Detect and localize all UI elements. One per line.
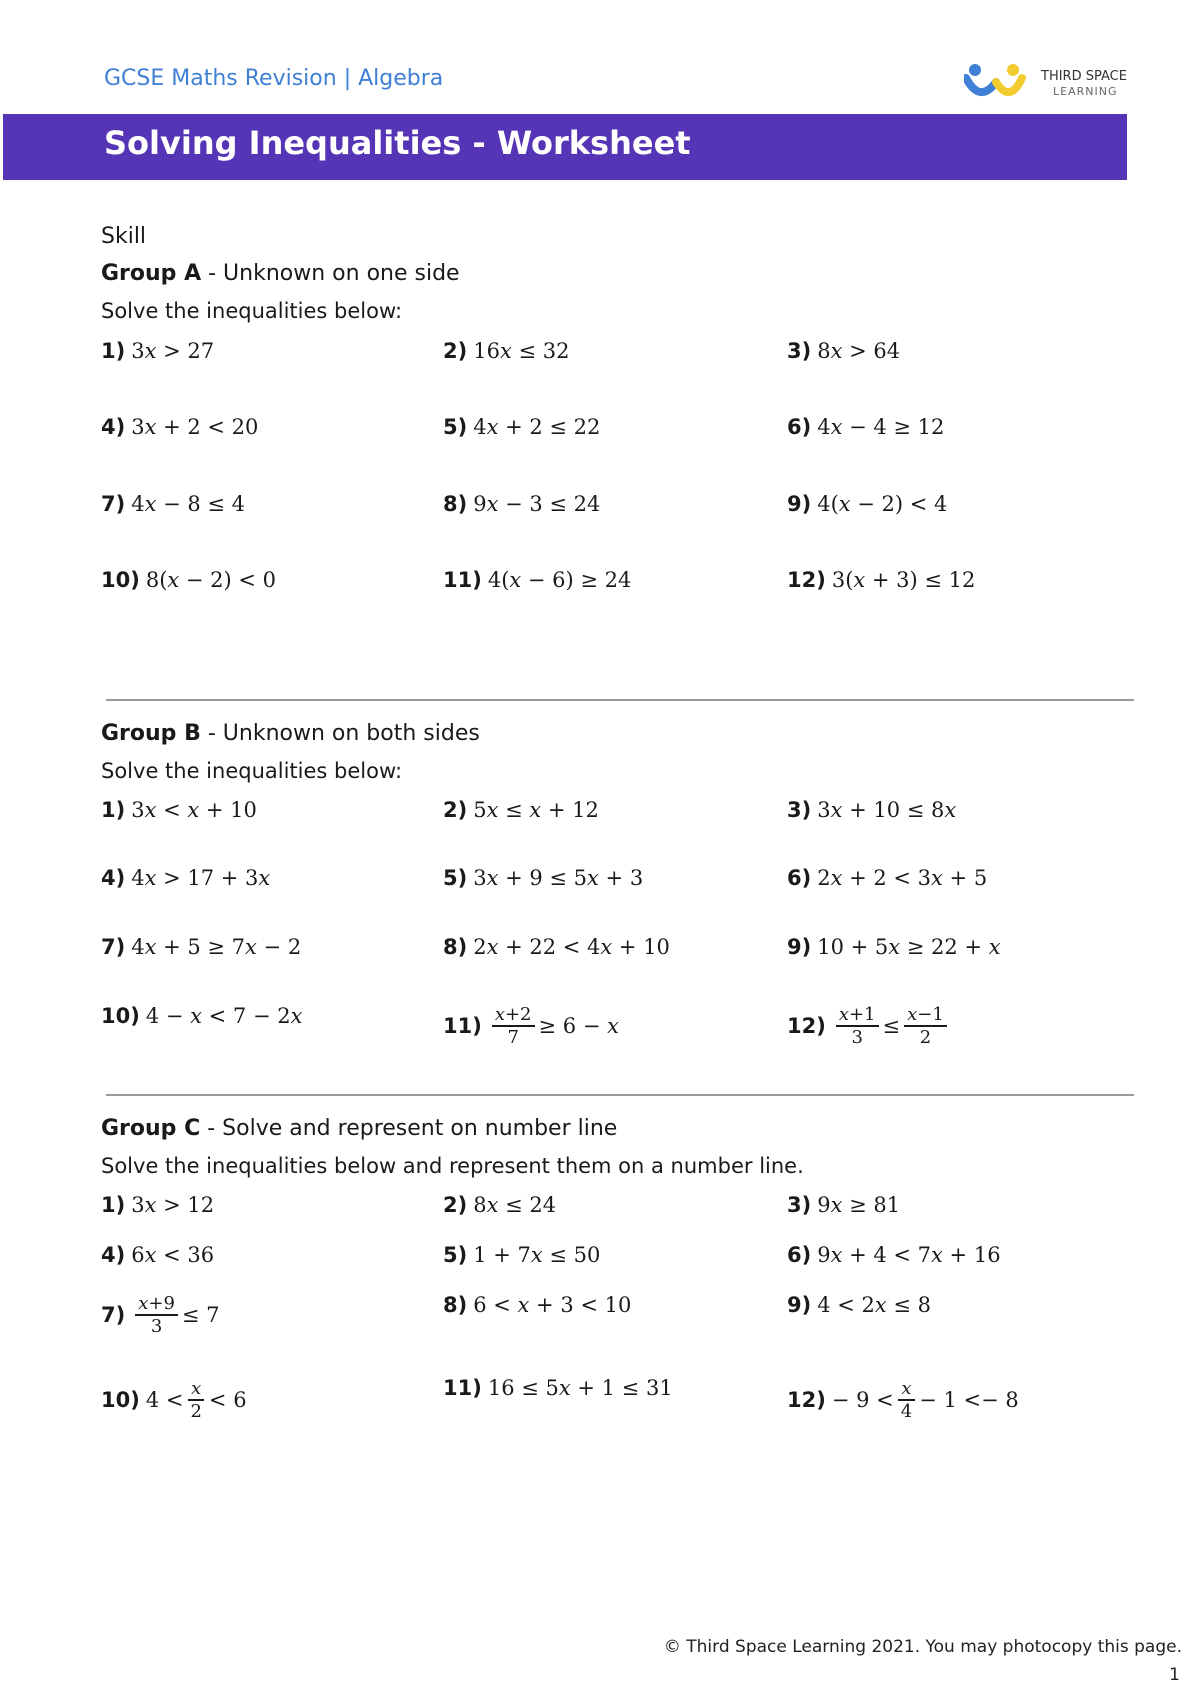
- question-number: 6): [787, 415, 812, 439]
- question-number: 8): [443, 492, 468, 516]
- question-a-7: [101, 492, 245, 516]
- question-number: 8): [443, 935, 468, 959]
- question-b-1: [101, 798, 257, 822]
- question-expression: 6𝑥 < 36: [131, 1243, 215, 1267]
- question-expression: 10 + 5𝑥 ≥ 22 + 𝑥: [817, 935, 1001, 959]
- logo-line-2: LEARNING: [1053, 85, 1118, 98]
- question-b-7: [101, 935, 301, 959]
- group-label: Group C: [101, 1116, 201, 1141]
- question-number: 9): [787, 935, 812, 959]
- question-expression: 3𝑥 + 9 ≤ 5𝑥 + 3: [473, 866, 644, 890]
- fraction: [187, 1378, 204, 1422]
- question-expression: 3𝑥 + 2 < 20: [131, 415, 259, 439]
- question-expression: − 9 <: [831, 1388, 894, 1412]
- question-c-1: [101, 1193, 214, 1217]
- group-a-title: [101, 261, 460, 286]
- question-b-10: [101, 1004, 302, 1028]
- question-b-8: [443, 935, 670, 959]
- question-c-4: [101, 1243, 214, 1267]
- group-a-instruction: Solve the inequalities below:: [101, 299, 403, 323]
- question-c-8: [443, 1293, 631, 1317]
- question-number: 4): [101, 415, 126, 439]
- question-c-3: [787, 1193, 900, 1217]
- question-expression: ≥ 6 − 𝑥: [538, 1014, 619, 1038]
- question-a-12: [787, 568, 975, 592]
- question-number: 2): [443, 1193, 468, 1217]
- question-number: 1): [101, 798, 126, 822]
- question-expression: 8𝑥 ≤ 24: [473, 1193, 557, 1217]
- question-number: 11): [443, 1014, 482, 1038]
- fraction-denominator: 4: [900, 1401, 913, 1422]
- question-b-6: [787, 866, 987, 890]
- question-number: 11): [443, 568, 482, 592]
- fraction-denominator: 2: [919, 1027, 932, 1048]
- question-expression: 8𝑥 > 64: [817, 339, 901, 363]
- question-b-3: [787, 798, 956, 822]
- question-number: 7): [101, 1303, 126, 1327]
- fraction-numerator: 𝑥+9: [135, 1293, 178, 1316]
- section-divider: [106, 699, 1134, 701]
- question-b-12: [787, 1004, 951, 1048]
- question-expression: 4𝑥 − 4 ≥ 12: [817, 415, 945, 439]
- fraction: [898, 1378, 915, 1422]
- question-number: 10): [101, 1004, 140, 1028]
- question-expression: 4𝑥 + 2 ≤ 22: [473, 415, 601, 439]
- fraction-denominator: 2: [190, 1401, 202, 1422]
- question-c-2: [443, 1193, 556, 1217]
- question-c-7: [101, 1293, 220, 1337]
- fraction-numerator: 𝑥+2: [492, 1004, 535, 1027]
- question-c-6: [787, 1243, 1001, 1267]
- question-b-2: [443, 798, 599, 822]
- fraction-numerator: 𝑥: [898, 1378, 914, 1401]
- fraction-numerator: 𝑥+1: [836, 1004, 879, 1027]
- question-expression: 16 ≤ 5𝑥 + 1 ≤ 31: [487, 1376, 673, 1400]
- question-expression: 1 + 7𝑥 ≤ 50: [473, 1243, 601, 1267]
- question-expression: 4 − 𝑥 < 7 − 2𝑥: [145, 1004, 303, 1028]
- group-c-title: [101, 1116, 617, 1141]
- question-expression: < 6: [208, 1388, 247, 1412]
- section-divider: [106, 1094, 1134, 1096]
- question-expression: 3𝑥 < 𝑥 + 10: [131, 798, 257, 822]
- question-expression: 5𝑥 ≤ 𝑥 + 12: [473, 798, 599, 822]
- question-b-5: [443, 866, 643, 890]
- copyright-footer: © Third Space Learning 2021. You may photocopy this page.: [663, 1637, 1182, 1657]
- question-expression: 8(𝑥 − 2) < 0: [145, 568, 277, 592]
- fraction-denominator: 7: [507, 1027, 519, 1048]
- question-c-12: [787, 1378, 1019, 1422]
- question-expression: − 1 <− 8: [919, 1388, 1019, 1412]
- question-expression: 3𝑥 > 27: [131, 339, 215, 363]
- page-number: 1: [1169, 1665, 1180, 1685]
- question-number: 5): [443, 866, 468, 890]
- question-expression: 3𝑥 > 12: [131, 1193, 215, 1217]
- question-expression: 4(𝑥 − 6) ≥ 24: [487, 568, 632, 592]
- question-expression: ≤: [882, 1014, 901, 1038]
- question-number: 8): [443, 1293, 468, 1317]
- question-expression: 9𝑥 ≥ 81: [817, 1193, 901, 1217]
- question-expression: 4 < 2𝑥 ≤ 8: [817, 1293, 932, 1317]
- question-number: 10): [101, 1388, 140, 1412]
- question-number: 12): [787, 568, 826, 592]
- worksheet-title: Solving Inequalities - Worksheet: [104, 124, 691, 162]
- question-expression: 9𝑥 + 4 < 7𝑥 + 16: [817, 1243, 1001, 1267]
- group-label: Group B: [101, 721, 201, 746]
- question-number: 3): [787, 1193, 812, 1217]
- question-expression: 9𝑥 − 3 ≤ 24: [473, 492, 601, 516]
- question-c-9: [787, 1293, 931, 1317]
- subject-heading: GCSE Maths Revision | Algebra: [104, 66, 444, 91]
- group-b-title-text: Group B - Unknown on both sides: [101, 721, 480, 746]
- question-expression: 6 < 𝑥 + 3 < 10: [473, 1293, 632, 1317]
- group-label: Group A: [101, 261, 202, 286]
- question-expression: ≤ 7: [181, 1303, 220, 1327]
- question-a-10: [101, 568, 276, 592]
- question-number: 7): [101, 935, 126, 959]
- question-expression: 4(𝑥 − 2) < 4: [817, 492, 948, 516]
- question-number: 11): [443, 1376, 482, 1400]
- fraction: [135, 1293, 178, 1337]
- question-number: 9): [787, 492, 812, 516]
- question-number: 4): [101, 1243, 126, 1267]
- question-number: 12): [787, 1014, 826, 1038]
- group-c-instruction: Solve the inequalities below and represent them on a number line.: [101, 1154, 804, 1178]
- question-expression: 4𝑥 − 8 ≤ 4: [131, 492, 246, 516]
- fraction: [836, 1004, 879, 1048]
- fraction-denominator: 3: [150, 1316, 163, 1337]
- question-a-6: [787, 415, 944, 439]
- question-number: 6): [787, 1243, 812, 1267]
- question-b-9: [787, 935, 1001, 959]
- question-c-11: [443, 1376, 673, 1400]
- question-expression: 16𝑥 ≤ 32: [473, 339, 570, 363]
- question-number: 12): [787, 1388, 826, 1412]
- fraction: [904, 1004, 947, 1048]
- question-number: 4): [101, 866, 126, 890]
- group-a-title-text: Group A - Unknown on one side: [101, 261, 460, 286]
- question-b-4: [101, 866, 270, 890]
- fraction: [492, 1004, 535, 1048]
- question-expression: 2𝑥 + 2 < 3𝑥 + 5: [817, 866, 988, 890]
- question-number: 3): [787, 798, 812, 822]
- question-b-11: [443, 1004, 619, 1048]
- fraction-numerator: 𝑥−1: [904, 1004, 947, 1027]
- question-number: 1): [101, 339, 126, 363]
- group-c-title-text: Group C - Solve and represent on number line: [101, 1116, 618, 1141]
- question-number: 2): [443, 339, 468, 363]
- fraction-numerator: 𝑥: [188, 1378, 204, 1401]
- group-b-title: [101, 721, 480, 746]
- question-a-9: [787, 492, 947, 516]
- question-number: 5): [443, 1243, 468, 1267]
- question-number: 2): [443, 798, 468, 822]
- group-b-instruction: Solve the inequalities below:: [101, 759, 403, 783]
- skill-label: Skill: [101, 224, 147, 249]
- question-number: 6): [787, 866, 812, 890]
- question-number: 10): [101, 568, 140, 592]
- question-a-1: [101, 339, 214, 363]
- question-a-5: [443, 415, 600, 439]
- question-number: 9): [787, 1293, 812, 1317]
- question-a-2: [443, 339, 569, 363]
- question-expression: 3(𝑥 + 3) ≤ 12: [831, 568, 976, 592]
- question-a-4: [101, 415, 258, 439]
- question-expression: 4𝑥 + 5 ≥ 7𝑥 − 2: [131, 935, 302, 959]
- question-number: 1): [101, 1193, 126, 1217]
- question-expression: 4 <: [145, 1388, 184, 1412]
- question-number: 7): [101, 492, 126, 516]
- logo-wordmark: [1041, 69, 1127, 99]
- fraction-denominator: 3: [851, 1027, 863, 1048]
- question-a-8: [443, 492, 600, 516]
- question-number: 3): [787, 339, 812, 363]
- question-number: 5): [443, 415, 468, 439]
- question-expression: 3𝑥 + 10 ≤ 8𝑥: [817, 798, 957, 822]
- question-c-10: [101, 1378, 247, 1422]
- question-expression: 2𝑥 + 22 < 4𝑥 + 10: [473, 935, 670, 959]
- question-expression: 4𝑥 > 17 + 3𝑥: [131, 866, 271, 890]
- question-c-5: [443, 1243, 600, 1267]
- question-a-3: [787, 339, 900, 363]
- logo-line-1: THIRD SPACE: [1041, 69, 1127, 84]
- question-a-11: [443, 568, 631, 592]
